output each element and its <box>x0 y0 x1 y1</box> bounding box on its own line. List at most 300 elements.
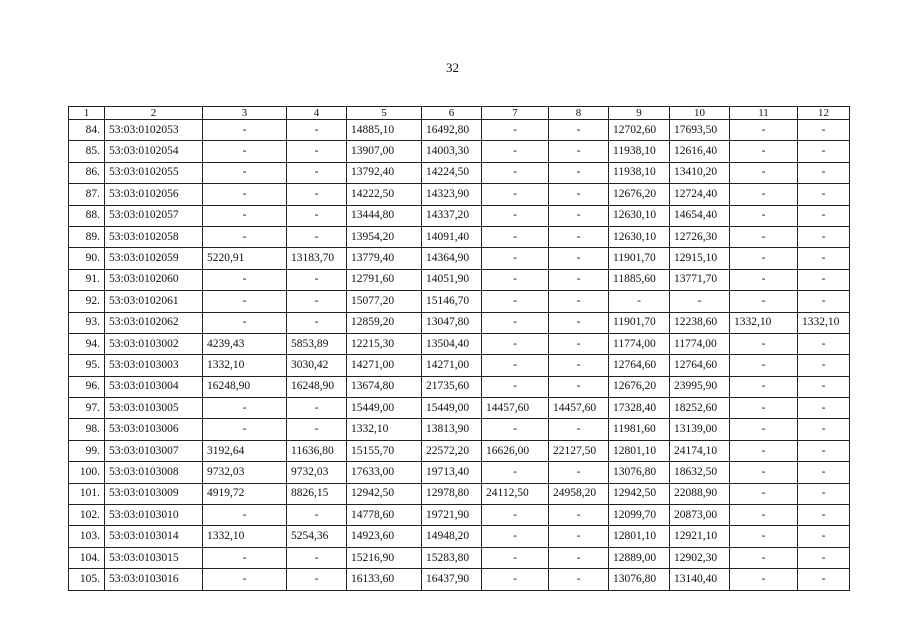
table-row <box>69 440 850 461</box>
table-cell: 4239,43 <box>203 333 287 354</box>
table-row <box>69 398 850 419</box>
table-cell: 12978,80 <box>422 483 482 504</box>
table-cell: - <box>203 226 287 247</box>
table-cell: 17633,00 <box>347 462 422 483</box>
table-cell: - <box>287 162 347 183</box>
table-cell: - <box>798 483 850 504</box>
table-cell: - <box>670 291 730 312</box>
table-cell: 12215,30 <box>347 333 422 354</box>
table-cell: - <box>287 419 347 440</box>
table-cell: 53:03:0103010 <box>105 505 203 526</box>
table-cell: - <box>482 419 549 440</box>
table-cell: 1332,10 <box>798 312 850 333</box>
table-cell: - <box>730 547 798 568</box>
table-cell: - <box>798 419 850 440</box>
table-cell: 13674,80 <box>347 376 422 397</box>
table-cell: - <box>730 526 798 547</box>
table-cell: - <box>798 462 850 483</box>
table-cell: 53:03:0103004 <box>105 376 203 397</box>
table-cell: 15283,80 <box>422 547 482 568</box>
table-row <box>69 505 850 526</box>
column-header-5: 5 <box>347 107 422 120</box>
table-cell: 90. <box>69 248 105 269</box>
table-cell: - <box>730 291 798 312</box>
table-cell: 1332,10 <box>203 526 287 547</box>
table-row <box>69 483 850 504</box>
table-cell: - <box>730 419 798 440</box>
table-cell: - <box>730 248 798 269</box>
table-cell: - <box>203 312 287 333</box>
table-cell: 14091,40 <box>422 226 482 247</box>
table-row <box>69 120 850 141</box>
table-cell: - <box>203 141 287 162</box>
table-cell: - <box>203 547 287 568</box>
table-cell: 13076,80 <box>609 462 670 483</box>
table-cell: - <box>482 162 549 183</box>
table-cell: 4919,72 <box>203 483 287 504</box>
table-cell: 12702,60 <box>609 120 670 141</box>
table-cell: 5220,91 <box>203 248 287 269</box>
table-cell: - <box>482 141 549 162</box>
table-cell: 12915,10 <box>670 248 730 269</box>
table-cell: 53:03:0103007 <box>105 440 203 461</box>
table-cell: - <box>482 248 549 269</box>
table-cell: 14364,90 <box>422 248 482 269</box>
table-cell: - <box>287 269 347 290</box>
column-header-6: 6 <box>422 107 482 120</box>
table-cell: 12889,00 <box>609 547 670 568</box>
table-cell: - <box>203 120 287 141</box>
table-cell: 14457,60 <box>482 398 549 419</box>
table-cell: 53:03:0102055 <box>105 162 203 183</box>
table-cell: - <box>549 333 609 354</box>
table-cell: 53:03:0103002 <box>105 333 203 354</box>
table-cell: - <box>287 547 347 568</box>
table-cell: 14654,40 <box>670 205 730 226</box>
table-cell: - <box>730 483 798 504</box>
table-cell: - <box>730 462 798 483</box>
table-cell: 16248,90 <box>203 376 287 397</box>
column-header-2: 2 <box>105 107 203 120</box>
table-cell: 102. <box>69 505 105 526</box>
table-cell: 53:03:0102053 <box>105 120 203 141</box>
table-cell: 12801,10 <box>609 526 670 547</box>
table-cell: 87. <box>69 184 105 205</box>
table-header-row <box>69 107 850 120</box>
table-cell: 9732,03 <box>203 462 287 483</box>
table-cell: - <box>730 355 798 376</box>
table-row <box>69 462 850 483</box>
table-cell: 11774,00 <box>670 333 730 354</box>
table-cell: - <box>482 547 549 568</box>
table-cell: - <box>482 205 549 226</box>
table-row <box>69 569 850 590</box>
table-cell: 98. <box>69 419 105 440</box>
table-row <box>69 547 850 568</box>
column-header-11: 11 <box>730 107 798 120</box>
table-cell: 15449,00 <box>347 398 422 419</box>
column-header-4: 4 <box>287 107 347 120</box>
column-header-12: 12 <box>798 107 850 120</box>
table-cell: - <box>798 440 850 461</box>
table-cell: - <box>798 248 850 269</box>
table-cell: 11636,80 <box>287 440 347 461</box>
table-cell: - <box>798 162 850 183</box>
table-cell: - <box>549 269 609 290</box>
table-row <box>69 312 850 333</box>
table-cell: 105. <box>69 569 105 590</box>
table-cell: 97. <box>69 398 105 419</box>
table-cell: 100. <box>69 462 105 483</box>
table-cell: 12726,30 <box>670 226 730 247</box>
table-cell: 91. <box>69 269 105 290</box>
column-header-7: 7 <box>482 107 549 120</box>
table-cell: - <box>730 569 798 590</box>
table-cell: 12099,70 <box>609 505 670 526</box>
table-cell: 8826,15 <box>287 483 347 504</box>
table-cell: 12616,40 <box>670 141 730 162</box>
table-cell: 53:03:0102056 <box>105 184 203 205</box>
table-cell: - <box>287 141 347 162</box>
table-cell: 20873,00 <box>670 505 730 526</box>
table-cell: 13410,20 <box>670 162 730 183</box>
table-cell: 24958,20 <box>549 483 609 504</box>
table-cell: 12942,50 <box>347 483 422 504</box>
table-cell: 13813,90 <box>422 419 482 440</box>
table-cell: 103. <box>69 526 105 547</box>
table-cell: 11901,70 <box>609 248 670 269</box>
table-cell: - <box>798 120 850 141</box>
table-cell: 12630,10 <box>609 226 670 247</box>
table-row <box>69 162 850 183</box>
column-header-1: 1 <box>69 107 105 120</box>
table-cell: - <box>482 269 549 290</box>
table-cell: 24174,10 <box>670 440 730 461</box>
table-cell: 101. <box>69 483 105 504</box>
table-cell: 53:03:0102062 <box>105 312 203 333</box>
table-cell: - <box>482 291 549 312</box>
table-cell: 15449,00 <box>422 398 482 419</box>
table-cell: - <box>482 376 549 397</box>
table-cell: 88. <box>69 205 105 226</box>
table-cell: 13771,70 <box>670 269 730 290</box>
table-cell: - <box>482 226 549 247</box>
table-cell: 53:03:0102059 <box>105 248 203 269</box>
table-cell: 14323,90 <box>422 184 482 205</box>
table-cell: - <box>730 333 798 354</box>
table-cell: 14778,60 <box>347 505 422 526</box>
table-cell: - <box>730 184 798 205</box>
table-cell: - <box>798 569 850 590</box>
table-cell: - <box>730 376 798 397</box>
table-cell: 13076,80 <box>609 569 670 590</box>
table-cell: - <box>549 419 609 440</box>
table-cell: - <box>549 226 609 247</box>
table-cell: 11981,60 <box>609 419 670 440</box>
table-cell: - <box>730 440 798 461</box>
table-cell: - <box>482 526 549 547</box>
table-cell: - <box>798 141 850 162</box>
table-cell: - <box>549 120 609 141</box>
table-cell: 12791,60 <box>347 269 422 290</box>
table-cell: 14222,50 <box>347 184 422 205</box>
table-cell: - <box>287 184 347 205</box>
table-cell: - <box>798 333 850 354</box>
table-row <box>69 419 850 440</box>
table-cell: 24112,50 <box>482 483 549 504</box>
table-cell: - <box>482 184 549 205</box>
table-cell: 53:03:0103003 <box>105 355 203 376</box>
table-cell: 13907,00 <box>347 141 422 162</box>
table-cell: 12676,20 <box>609 376 670 397</box>
table-row <box>69 248 850 269</box>
table-cell: - <box>730 505 798 526</box>
table-cell: 12676,20 <box>609 184 670 205</box>
table-cell: - <box>549 547 609 568</box>
table-cell: - <box>482 312 549 333</box>
table-cell: 5853,89 <box>287 333 347 354</box>
table-cell: - <box>549 312 609 333</box>
table-cell: 96. <box>69 376 105 397</box>
table-cell: 14224,50 <box>422 162 482 183</box>
table-cell: 53:03:0103009 <box>105 483 203 504</box>
table-cell: 11885,60 <box>609 269 670 290</box>
table-cell: 92. <box>69 291 105 312</box>
table-cell: 94. <box>69 333 105 354</box>
table-cell: - <box>482 569 549 590</box>
table-cell: - <box>549 376 609 397</box>
table-cell: 19721,90 <box>422 505 482 526</box>
table-cell: - <box>549 355 609 376</box>
table-cell: - <box>549 205 609 226</box>
table-cell: 15155,70 <box>347 440 422 461</box>
table-row <box>69 526 850 547</box>
table-cell: 16492,80 <box>422 120 482 141</box>
table-cell: - <box>203 162 287 183</box>
table-cell: 12801,10 <box>609 440 670 461</box>
table-cell: 13779,40 <box>347 248 422 269</box>
table-cell: 11901,70 <box>609 312 670 333</box>
table-cell: 5254,36 <box>287 526 347 547</box>
table-cell: - <box>798 291 850 312</box>
table-row <box>69 269 850 290</box>
column-header-8: 8 <box>549 107 609 120</box>
table-cell: 12724,40 <box>670 184 730 205</box>
table-cell: 53:03:0103014 <box>105 526 203 547</box>
table-cell: 11774,00 <box>609 333 670 354</box>
table-cell: - <box>730 162 798 183</box>
table-cell: 18252,60 <box>670 398 730 419</box>
table-cell: - <box>287 398 347 419</box>
table-cell: - <box>798 505 850 526</box>
table-cell: 23995,90 <box>670 376 730 397</box>
table-cell: - <box>287 312 347 333</box>
table-row <box>69 205 850 226</box>
table-cell: - <box>798 376 850 397</box>
table-cell: 12238,60 <box>670 312 730 333</box>
table-cell: - <box>203 184 287 205</box>
table-cell: 12630,10 <box>609 205 670 226</box>
table-cell: 53:03:0103016 <box>105 569 203 590</box>
table-cell: 13954,20 <box>347 226 422 247</box>
table-row <box>69 226 850 247</box>
column-header-3: 3 <box>203 107 287 120</box>
table-cell: 14051,90 <box>422 269 482 290</box>
table-cell: 21735,60 <box>422 376 482 397</box>
table-cell: 14271,00 <box>422 355 482 376</box>
data-table <box>68 106 850 591</box>
table-cell: - <box>203 419 287 440</box>
table-cell: 1332,10 <box>730 312 798 333</box>
table-row <box>69 141 850 162</box>
table-cell: 53:03:0103005 <box>105 398 203 419</box>
table-cell: 9732,03 <box>287 462 347 483</box>
table-cell: 1332,10 <box>203 355 287 376</box>
table-cell: - <box>549 526 609 547</box>
table-cell: - <box>730 205 798 226</box>
table-cell: - <box>287 205 347 226</box>
table-cell: - <box>287 226 347 247</box>
table-cell: - <box>798 398 850 419</box>
table-cell: 84. <box>69 120 105 141</box>
table-cell: - <box>798 526 850 547</box>
table-cell: 95. <box>69 355 105 376</box>
table-row <box>69 291 850 312</box>
table-cell: - <box>549 462 609 483</box>
table-cell: 12764,60 <box>609 355 670 376</box>
table-cell: 14885,10 <box>347 120 422 141</box>
table-cell: - <box>798 205 850 226</box>
table-cell: 14457,60 <box>549 398 609 419</box>
table-cell: - <box>203 398 287 419</box>
table-cell: 13183,70 <box>287 248 347 269</box>
table-row <box>69 376 850 397</box>
table-body <box>69 120 850 591</box>
table-cell: 86. <box>69 162 105 183</box>
table-cell: 15077,20 <box>347 291 422 312</box>
table-cell: 53:03:0103015 <box>105 547 203 568</box>
table-cell: 53:03:0102061 <box>105 291 203 312</box>
table-cell: 22127,50 <box>549 440 609 461</box>
table-cell: 85. <box>69 141 105 162</box>
table-cell: 14003,30 <box>422 141 482 162</box>
table-cell: - <box>287 120 347 141</box>
table-cell: - <box>798 269 850 290</box>
table-cell: - <box>798 184 850 205</box>
table-cell: 15146,70 <box>422 291 482 312</box>
table-cell: 16248,90 <box>287 376 347 397</box>
table-cell: 3192,64 <box>203 440 287 461</box>
table-cell: 15216,90 <box>347 547 422 568</box>
table-cell: 16626,00 <box>482 440 549 461</box>
table-cell: - <box>549 505 609 526</box>
table-cell: - <box>482 355 549 376</box>
table-cell: 11938,10 <box>609 141 670 162</box>
table-cell: 14271,00 <box>347 355 422 376</box>
table-row <box>69 184 850 205</box>
table-cell: 53:03:0102060 <box>105 269 203 290</box>
table-row <box>69 355 850 376</box>
table-cell: 17328,40 <box>609 398 670 419</box>
table-cell: 13139,00 <box>670 419 730 440</box>
table-cell: - <box>287 569 347 590</box>
table-cell: 12942,50 <box>609 483 670 504</box>
table-cell: 12764,60 <box>670 355 730 376</box>
column-header-10: 10 <box>670 107 730 120</box>
table-cell: 14948,20 <box>422 526 482 547</box>
table-cell: - <box>287 291 347 312</box>
table-cell: - <box>203 505 287 526</box>
table-cell: 12902,30 <box>670 547 730 568</box>
table-cell: - <box>549 141 609 162</box>
table-cell: 53:03:0102058 <box>105 226 203 247</box>
table-cell: 13504,40 <box>422 333 482 354</box>
table-cell: 104. <box>69 547 105 568</box>
table-cell: - <box>549 184 609 205</box>
table-cell: - <box>549 569 609 590</box>
table-cell: - <box>730 120 798 141</box>
table-cell: - <box>730 269 798 290</box>
table-cell: 19713,40 <box>422 462 482 483</box>
table-cell: 22088,90 <box>670 483 730 504</box>
table-cell: 13444,80 <box>347 205 422 226</box>
table-cell: 11938,10 <box>609 162 670 183</box>
table-cell: 12921,10 <box>670 526 730 547</box>
table-cell: - <box>482 333 549 354</box>
table-cell: - <box>482 120 549 141</box>
table-cell: - <box>482 462 549 483</box>
table-cell: - <box>730 226 798 247</box>
table-cell: 14923,60 <box>347 526 422 547</box>
table-cell: - <box>203 291 287 312</box>
table-cell: 53:03:0103006 <box>105 419 203 440</box>
table-cell: - <box>798 226 850 247</box>
table-cell: 16133,60 <box>347 569 422 590</box>
table-cell: 13047,80 <box>422 312 482 333</box>
page-number: 32 <box>446 60 459 75</box>
table-cell: - <box>287 505 347 526</box>
table-cell: 53:03:0103008 <box>105 462 203 483</box>
table-cell: 1332,10 <box>347 419 422 440</box>
table-cell: - <box>482 505 549 526</box>
table-cell: - <box>203 269 287 290</box>
table-row <box>69 333 850 354</box>
table-cell: - <box>203 205 287 226</box>
table-cell: 99. <box>69 440 105 461</box>
table-cell: 13792,40 <box>347 162 422 183</box>
table-cell: 89. <box>69 226 105 247</box>
table-cell: - <box>549 248 609 269</box>
table-cell: 17693,50 <box>670 120 730 141</box>
table-cell: 53:03:0102057 <box>105 205 203 226</box>
table-cell: 14337,20 <box>422 205 482 226</box>
table-cell: 13140,40 <box>670 569 730 590</box>
table-cell: 53:03:0102054 <box>105 141 203 162</box>
table-cell: - <box>730 398 798 419</box>
table-cell: - <box>798 355 850 376</box>
table-cell: - <box>549 162 609 183</box>
table-cell: - <box>549 291 609 312</box>
table-cell: 18632,50 <box>670 462 730 483</box>
table-cell: - <box>203 569 287 590</box>
table-cell: 3030,42 <box>287 355 347 376</box>
table-cell: 22572,20 <box>422 440 482 461</box>
table-cell: - <box>798 547 850 568</box>
column-header-9: 9 <box>609 107 670 120</box>
table-cell: 93. <box>69 312 105 333</box>
table-cell: - <box>609 291 670 312</box>
table-cell: 16437,90 <box>422 569 482 590</box>
